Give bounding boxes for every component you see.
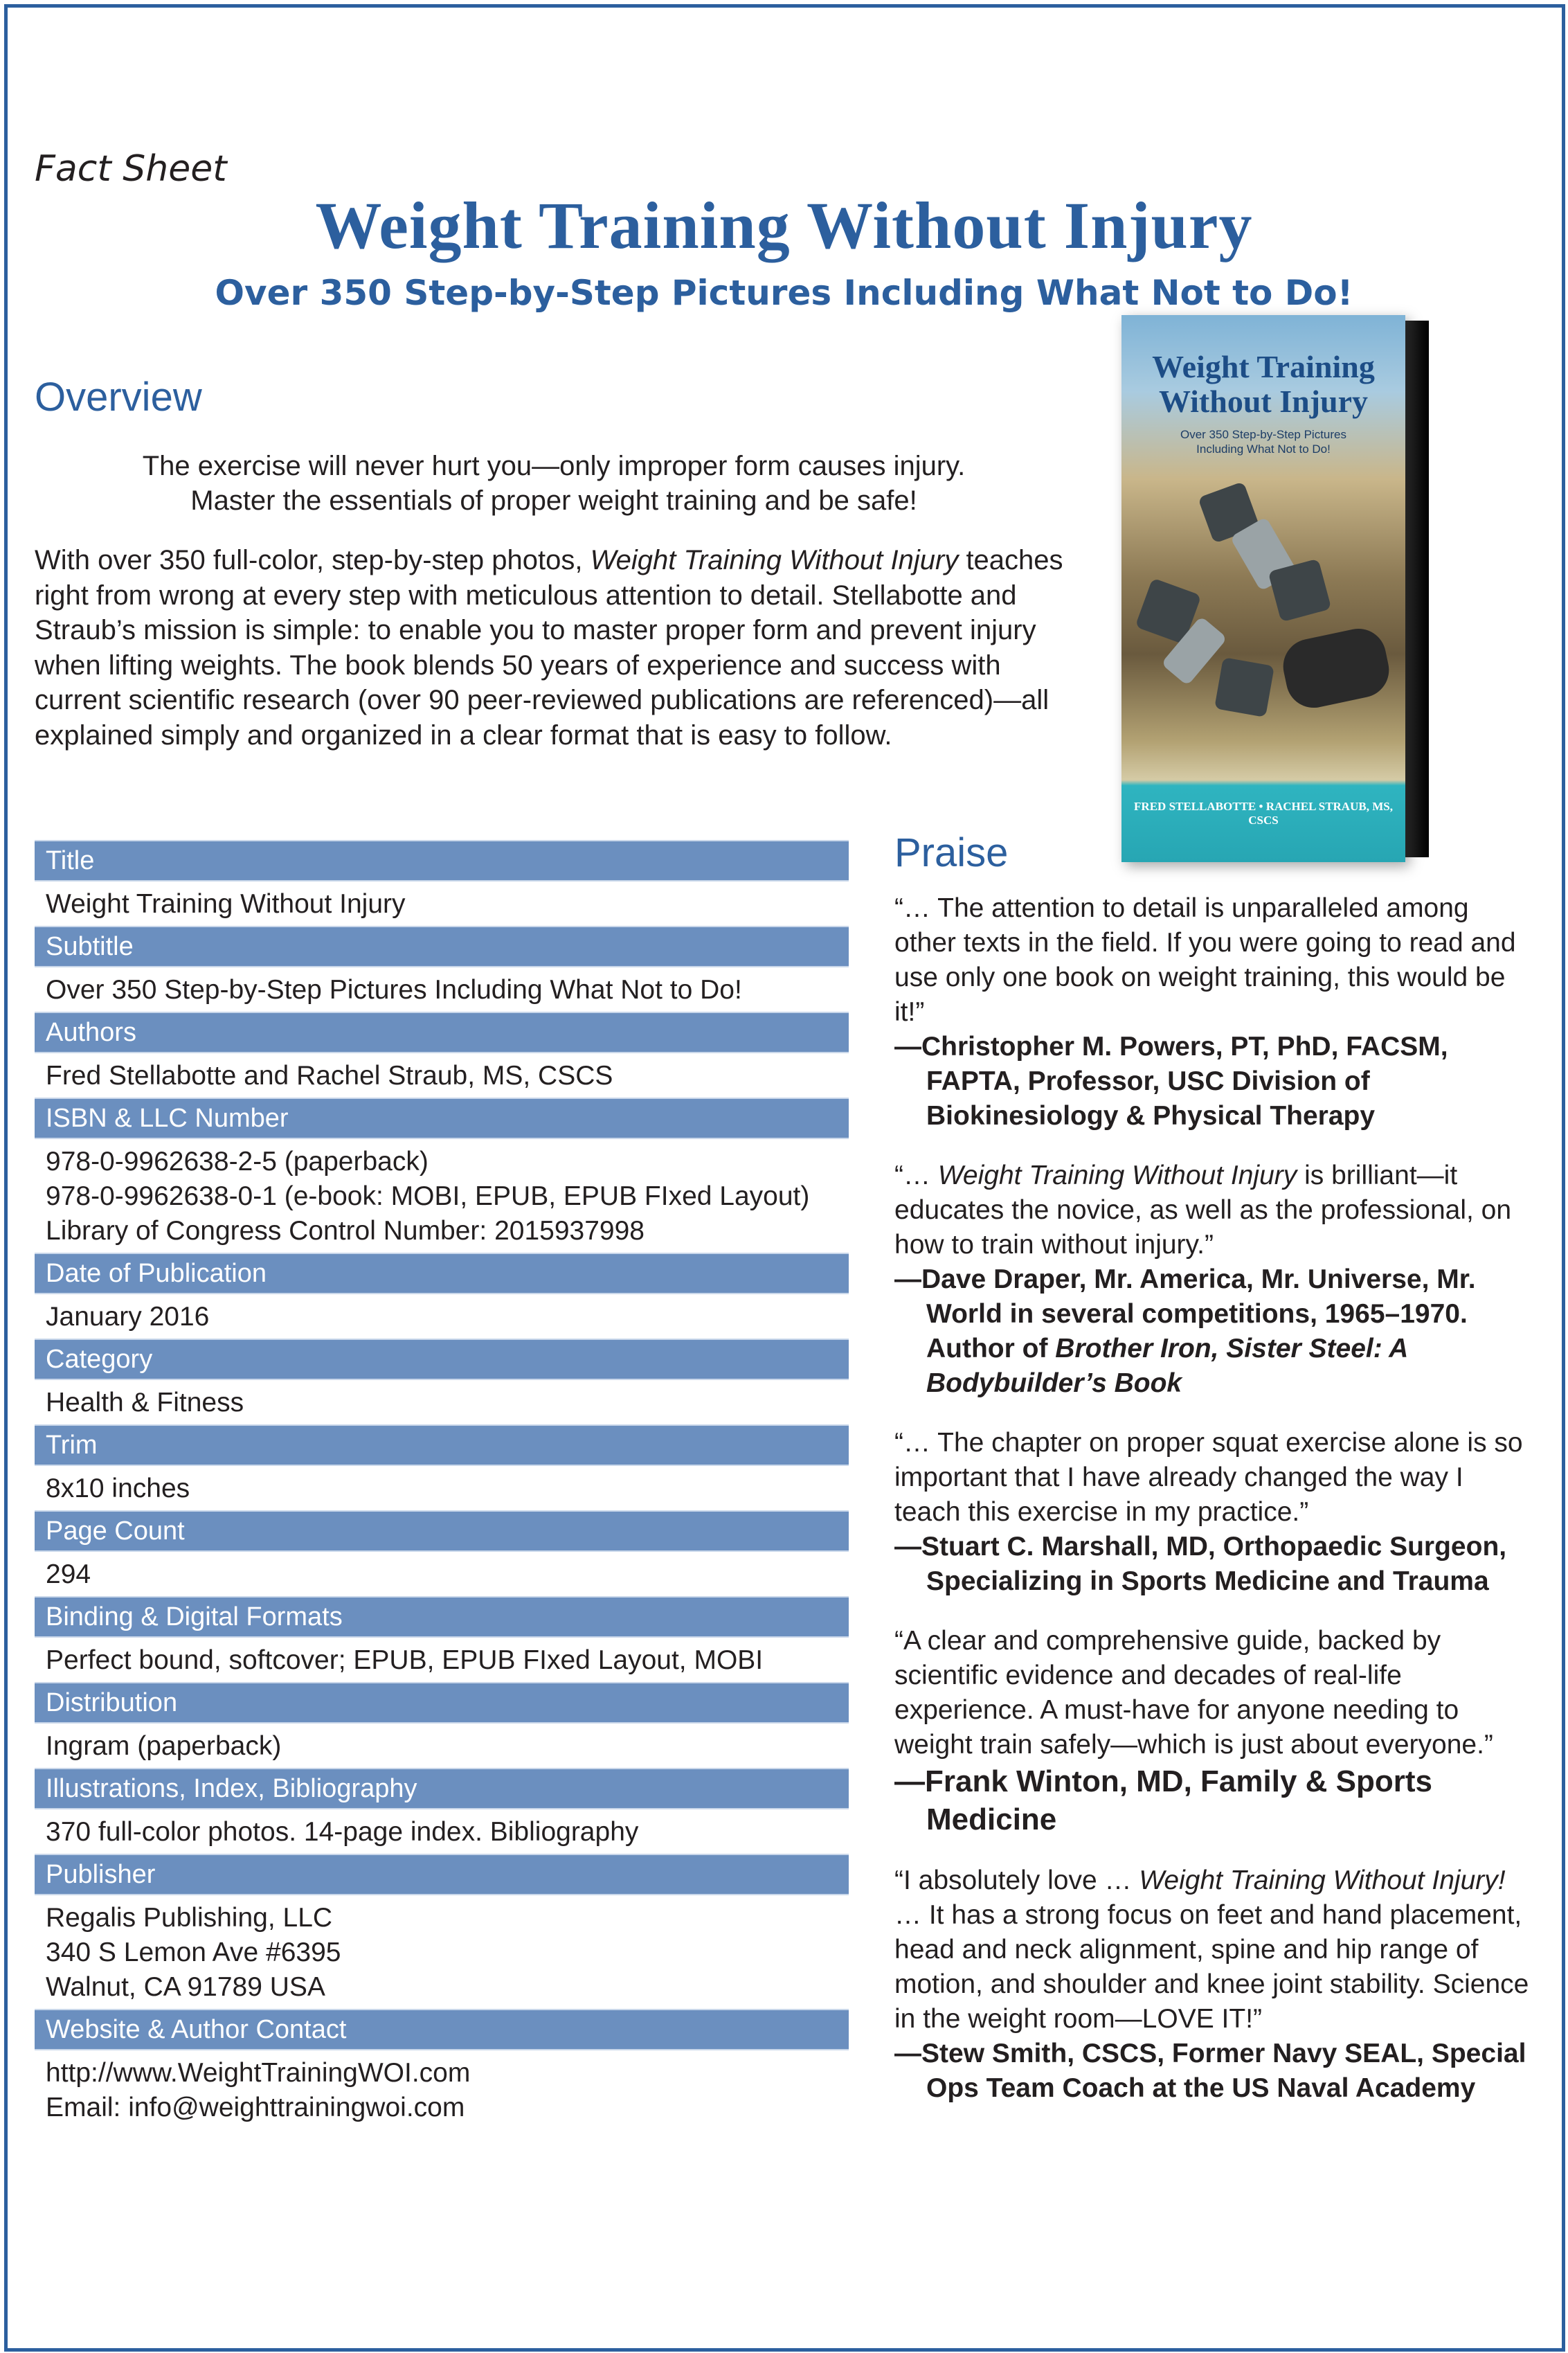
- fact-label: Trim: [35, 1424, 849, 1466]
- book-cover-title: [1121, 350, 1405, 419]
- overview-body-rest: teaches right from wrong at every step with meticulous attention to detail. Stellabotte and Straub’s mission is simple: to enable you to master proper form and prevent injury when lifting weights. The book blends 50 years of experience and success with current scientific research (over 90 peer-reviewed publications are referenced)—all explained simply and organized in a clear format that is easy to follow.: [35, 545, 1063, 751]
- fact-value: [35, 1466, 849, 1510]
- quote-text: “I absolutely love …: [894, 1866, 1139, 1895]
- fact-value-line: Weight Training Without Injury: [46, 889, 406, 919]
- fact-value: [35, 1552, 849, 1596]
- praise-attribution: [894, 1262, 1531, 1401]
- praise-quote: [894, 1158, 1531, 1262]
- glove-icon: [1278, 623, 1394, 713]
- overview-body-book-title: Weight Training Without Injury: [590, 545, 959, 575]
- book-cover-title-line-1: Weight Training: [1152, 349, 1375, 384]
- fact-value: [35, 1380, 849, 1424]
- book-spine: [1404, 321, 1429, 857]
- praise-quote: “A clear and comprehensive guide, backed by scientific evidence and decades of real-life experience. A must-have for anyone needing to weight train safely—which is just about everyone.”: [894, 1626, 1493, 1760]
- page-subtitle: Over 350 Step-by-Step Pictures Including What Not to Do!: [215, 273, 1353, 313]
- fact-value-line: http://www.WeightTrainingWOI.com: [46, 2058, 471, 2088]
- fact-label: Page Count: [35, 1510, 849, 1552]
- praise-quote: [894, 1863, 1531, 2037]
- quote-text: is brilliant—it educates the novice, as well as the professional, on how to train without injury.”: [894, 1161, 1512, 1260]
- fact-value: [35, 1638, 849, 1682]
- fact-value: [35, 1895, 849, 2009]
- fact-value: [35, 2050, 849, 2129]
- overview-tagline: [35, 449, 1073, 518]
- praise-attribution: —Stew Smith, CSCS, Former Navy SEAL, Special Ops Team Coach at the US Naval Academy: [894, 2039, 1526, 2103]
- fact-value-line: Walnut, CA 91789 USA: [46, 1972, 325, 2002]
- praise-section: [894, 830, 1531, 2106]
- fact-value: [35, 1053, 849, 1098]
- overview-body: [35, 543, 1087, 753]
- tagline-line-2: Master the essentials of proper weight training and be safe!: [190, 485, 917, 516]
- fact-value: [35, 1724, 849, 1768]
- fact-value-line: 978-0-9962638-2-5 (paperback): [46, 1147, 429, 1176]
- fact-value-line: Email: info@weighttrainingwoi.com: [46, 2093, 465, 2122]
- quote-text: “…: [894, 1161, 938, 1190]
- fact-value-line: January 2016: [46, 1302, 210, 1332]
- fact-value: [35, 1139, 849, 1253]
- fact-value-line: 294: [46, 1559, 91, 1589]
- fact-label: ISBN & LLC Number: [35, 1098, 849, 1139]
- fact-label: Title: [35, 840, 849, 882]
- fact-value-line: Health & Fitness: [46, 1388, 244, 1417]
- fact-label: Illustrations, Index, Bibliography: [35, 1768, 849, 1809]
- quote-book-title: Weight Training Without Injury: [937, 1161, 1297, 1190]
- fact-label: Date of Publication: [35, 1253, 849, 1294]
- fact-value: [35, 882, 849, 926]
- fact-value-line: 978-0-9962638-0-1 (e-book: MOBI, EPUB, EPUB FIxed Layout): [46, 1181, 810, 1211]
- fact-label: Binding & Digital Formats: [35, 1596, 849, 1638]
- quote-book-title: Weight Training Without Injury!: [1139, 1866, 1506, 1895]
- praise-attribution: —Stuart C. Marshall, MD, Orthopaedic Surgeon, Specializing in Sports Medicine and Trauma: [894, 1532, 1507, 1596]
- book-cover-authors: FRED STELLABOTTE • RACHEL STRAUB, MS, CSCS: [1134, 800, 1393, 827]
- praise-quote: “… The chapter on proper squat exercise alone is so important that I have already changed the way I teach this exercise in my practice.”: [894, 1428, 1523, 1527]
- praise-heading: Praise: [894, 830, 1009, 875]
- fact-label: Website & Author Contact: [35, 2009, 849, 2050]
- fact-value-line: Fred Stellabotte and Rachel Straub, MS, CSCS: [46, 1061, 613, 1091]
- book-cover-subtitle: [1121, 427, 1405, 456]
- overview-body-prefix: With over 350 full-color, step-by-step photos,: [35, 545, 591, 575]
- page-title: Weight Training Without Injury: [315, 188, 1253, 262]
- attribution-book-title: Brother Iron, Sister Steel: A Bodybuilder’s Book: [926, 1334, 1407, 1398]
- praise-attribution: —Frank Winton, MD, Family & Sports Medicine: [894, 1764, 1432, 1836]
- overview-heading: Overview: [35, 375, 202, 420]
- fact-label: Publisher: [35, 1854, 849, 1895]
- fact-value: [35, 967, 849, 1012]
- fact-table: [35, 840, 849, 2129]
- quote-text: … It has a strong focus on feet and hand placement, head and neck alignment, spine and hip range of motion, and shoulder and knee joint stability. Science in the weight room—LOVE IT!”: [894, 1900, 1529, 2034]
- fact-value-line: 370 full-color photos. 14-page index. Bibliography: [46, 1817, 639, 1847]
- fact-value-line: Regalis Publishing, LLC: [46, 1903, 333, 1933]
- praise-quote: “… The attention to detail is unparalleled among other texts in the field. If you were going to read and use only one book on weight training, this would be it!”: [894, 893, 1516, 1027]
- book-cover: [1121, 315, 1405, 862]
- attribution-text: —Dave Draper, Mr. America, Mr. Universe, Mr. World in several competitions, 1965–1970. Author of: [894, 1264, 1476, 1363]
- fact-value-line: 340 S Lemon Ave #6395: [46, 1938, 341, 1967]
- book-cover-subtitle-line-1: Over 350 Step-by-Step Pictures: [1180, 428, 1346, 441]
- book-cover-subtitle-line-2: Including What Not to Do!: [1196, 442, 1331, 456]
- fact-value-line: 8x10 inches: [46, 1474, 190, 1503]
- fact-value-line: Over 350 Step-by-Step Pictures Including What Not to Do!: [46, 975, 742, 1005]
- fact-value-line: Perfect bound, softcover; EPUB, EPUB FIxed Layout, MOBI: [46, 1645, 764, 1675]
- book-cover-image: [1121, 315, 1412, 862]
- fact-label: Category: [35, 1339, 849, 1380]
- tagline-line-1: The exercise will never hurt you—only improper form causes injury.: [142, 451, 966, 481]
- book-cover-title-line-2: Without Injury: [1158, 384, 1369, 419]
- fact-label: Subtitle: [35, 926, 849, 967]
- fact-value-line: Library of Congress Control Number: 2015937998: [46, 1216, 645, 1246]
- praise-attribution: —Christopher M. Powers, PT, PhD, FACSM, FAPTA, Professor, USC Division of Biokinesiology & Physical Therapy: [894, 1032, 1448, 1131]
- fact-label: Authors: [35, 1012, 849, 1053]
- dumbbell-icon: [1214, 657, 1274, 717]
- fact-label: Distribution: [35, 1682, 849, 1724]
- fact-sheet-label: Fact Sheet: [35, 148, 227, 190]
- fact-value-line: Ingram (paperback): [46, 1731, 282, 1761]
- fact-value: [35, 1809, 849, 1854]
- fact-value: [35, 1294, 849, 1339]
